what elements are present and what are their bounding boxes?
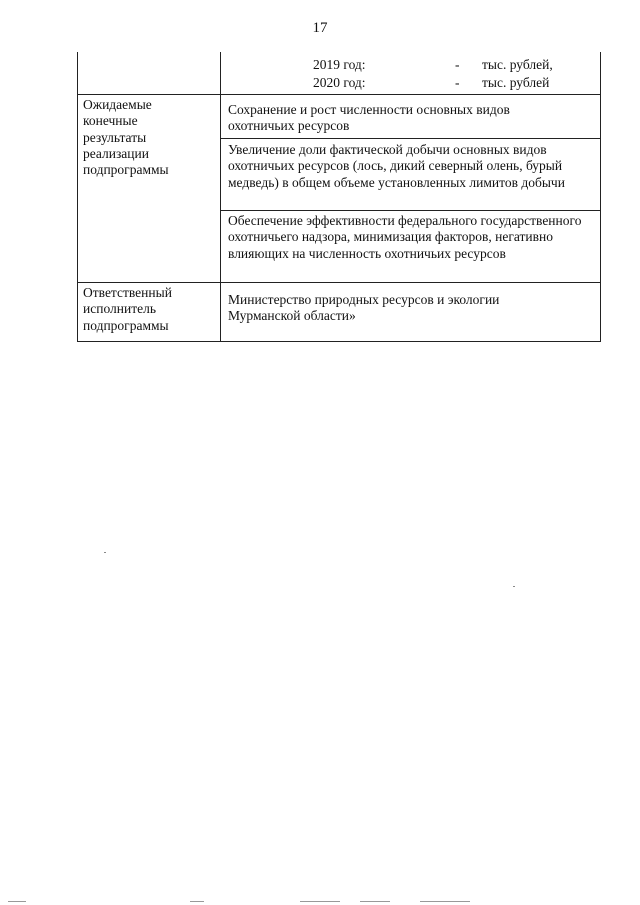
funding-year-2019: 2019 год:: [313, 57, 366, 72]
scan-speck: [104, 552, 106, 553]
row-divider-funding: [77, 94, 601, 95]
table-border-right: [600, 52, 601, 342]
expected-results-label: Ожидаемые конечные результаты реализации подпрограммы: [83, 97, 169, 178]
row-divider-result-2: [220, 210, 601, 211]
row-divider-results: [77, 282, 601, 283]
expected-result-item: Увеличение доли фактической добычи основных видов охотничьих ресурсов (лось, дикий северный олень, бурый медведь) в общем объеме установленных лимитов добычи: [228, 142, 565, 190]
funding-dash-2019: -: [455, 57, 460, 72]
funding-amount-2020: тыс. рублей: [482, 75, 550, 90]
table-border-bottom: [77, 341, 601, 342]
scan-edge-marks: [0, 897, 640, 905]
subprogram-passport-table: [77, 52, 601, 342]
page-number: 17: [312, 20, 328, 36]
expected-result-item: Сохранение и рост численности основных видов охотничьих ресурсов: [228, 102, 510, 134]
funding-dash-2020: -: [455, 75, 460, 90]
responsible-value: Министерство природных ресурсов и экологии Мурманской области»: [228, 292, 500, 324]
table-border-left: [77, 52, 78, 342]
funding-year-2020: 2020 год:: [313, 75, 366, 90]
row-divider-result-1: [220, 138, 601, 139]
responsible-label: Ответственный исполнитель подпрограммы: [83, 285, 172, 333]
funding-amount-2019: тыс. рублей,: [482, 57, 553, 72]
table-column-divider: [220, 52, 221, 342]
expected-result-item: Обеспечение эффективности федерального государственного охотничьего надзора, минимизация факторов, негативно влияющих на численность охотничьих ресурсов: [228, 213, 582, 261]
scan-speck: [513, 586, 515, 587]
